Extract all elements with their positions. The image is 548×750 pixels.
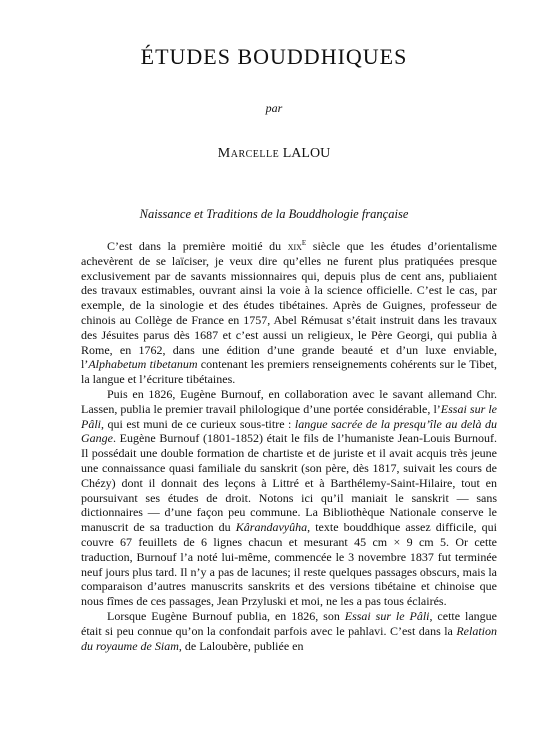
text-run: , de Laloubère, publiée en [178, 638, 304, 653]
text-run: , qui est muni de ce curieux sous-titre : [101, 416, 295, 431]
italic-title: Relation du royaume de Siam [81, 623, 497, 653]
century-numeral: xix [287, 239, 302, 253]
text-run: , texte bouddhique assez difficile, qui couvre 67 feuillets de 6 lignes chacun et mesurant 45 cm × 9 cm 5. Or cette traduction, Burnouf l’a noté lui-même, commencée le 3 novembre 1837 fut terminée neuf jours plus tard. Il n’y a pas de lacunes; il reste quelques passages obscurs, mais la comparaison d’autres manuscrits sanskrits et des versions tibétaine et chinoise que nous fîmes de ces passages, Jean Przyluski et moi, ne les a pas tous éclairés. [81, 520, 497, 609]
italic-title: Essai sur le Pâli [81, 401, 498, 431]
italic-title: Kârandavyûha [235, 520, 308, 535]
italic-subtitle: langue sacrée de la presqu’île au delà du Gange [81, 416, 497, 446]
paragraph-1 [81, 236, 497, 387]
article-title: ÉTUDES BOUDDHIQUES [140, 44, 408, 69]
byline-par: par [265, 101, 283, 115]
section-heading: Naissance et Traditions de la Bouddhologie française [139, 207, 409, 221]
text-run: , cette langue était si peu connue qu’on la confondait parfois avec le pahlavi. C’est dans la [81, 608, 497, 638]
century-superscript: e [301, 237, 307, 248]
text-run: C’est dans la première moitié du [107, 239, 288, 253]
text-run: Puis en 1826, Eugène Burnouf, en collaboration avec le savant allemand Chr. Lassen, publia le premier travail philologique d’une portée considérable, l’ [81, 386, 497, 416]
paragraph-3 [81, 609, 497, 653]
italic-title: Essai sur le Pâli [344, 608, 430, 623]
italic-title: Alphabetum tibetanum [88, 357, 198, 372]
text-run: contenant les premiers renseignements cohérents sur le Tibet, la langue et l’écriture tibétaines. [81, 357, 498, 387]
body-text [81, 236, 497, 653]
text-run: Lorsque Eugène Burnouf publia, en 1826, son [107, 608, 345, 623]
author-first-name: Marcelle [217, 146, 280, 161]
paragraph-2 [81, 387, 497, 609]
author-name [0, 146, 548, 162]
text-run: . Eugène Burnouf (1801-1852) était le fils de l’humaniste Jean-Louis Burnouf. Il possédait une double formation de chartiste et de juriste et il avait acquis très jeune une connaissance quasi familiale du sanskrit (son père, dès 1817, suivait les cours de Chézy) dont il donnait des leçons à Littré et à Barthélemy-Saint-Hilaire, tout en poursuivant ses études de droit. Notons ici qu’il maniait le sanskrit — sans dictionnaires — d’une façon peu commune. La Bibliothèque Nationale conserve le manuscrit de sa traduction du [81, 431, 497, 535]
text-run: siècle que les études d’orientalisme achevèrent de se laïciser, je veux dire qu’elles ne furent plus pratiquées presque exclusivement par de savants missionnaires qui, depuis plus de cent ans, publiaient des travaux estimables, ouvrant ainsi la voie à la science officielle. C’est le cas, par exemple, de la sinologie et des études tibétaines. Après de Guignes, professeur de chinois au Collège de France en 1757, Abel Rémusat s’était instruit dans les travaux des Jésuites parus dès 1687 et c’est aussi un religieux, le Père Georgi, qui publia à Rome, en 1762, dans une édition d’une grande beauté et d’un luxe enviable, l’ [81, 239, 497, 372]
author-last-name: LALOU [282, 146, 331, 161]
